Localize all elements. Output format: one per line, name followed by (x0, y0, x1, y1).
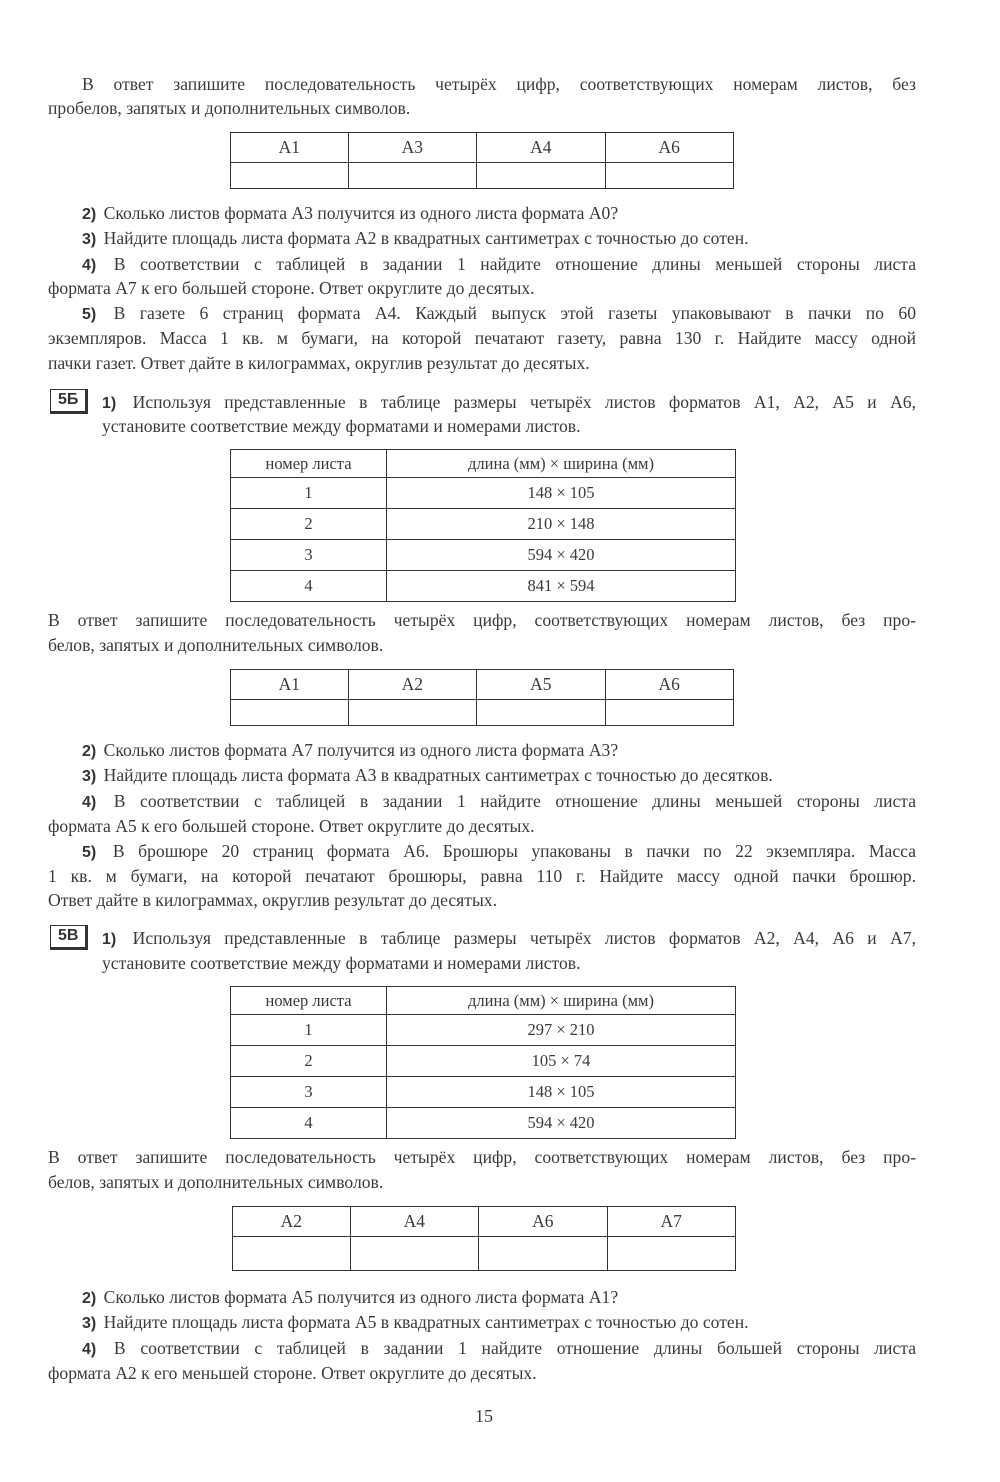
question-line-cont: пачки газет. Ответ дайте в килограммах, округлив результат до десятых. (48, 353, 590, 373)
question-text: Используя представленные в таблице размеры четырёх листов форматов А2, А4, А6 и А7, (132, 928, 916, 948)
question-number: 2) (82, 743, 97, 760)
size-table-5b (230, 449, 736, 602)
answer-cell[interactable] (348, 163, 476, 189)
size-cell: 2 (231, 509, 387, 540)
question-line (82, 840, 916, 864)
question-line-cont: формата А7 к его большей стороне. Ответ округлите до десятых. (48, 278, 535, 298)
question-number: 4) (82, 1341, 97, 1358)
question-number: 1) (102, 931, 117, 948)
size-cell: 4 (231, 1108, 387, 1139)
size-cell: 3 (231, 540, 387, 571)
size-cell: 594 × 420 (387, 1108, 736, 1139)
question-text: В газете 6 страниц формата А4. Каждый выпуск этой газеты упаковывают в пачки по 60 (113, 303, 916, 323)
question-line (82, 764, 773, 788)
answer-cell[interactable] (348, 700, 476, 726)
question-text: Сколько листов формата А7 получится из одного листа формата А3? (103, 740, 619, 760)
instruction-line: белов, запятых и дополнительных символов. (48, 1172, 384, 1192)
size-table-header: длина (мм) × ширина (мм) (387, 987, 736, 1015)
size-cell: 841 × 594 (387, 571, 736, 602)
question-line-cont: формата А2 к его меньшей стороне. Ответ округлите до десятых. (48, 1363, 537, 1383)
question-line (82, 302, 916, 326)
size-table-5v (230, 986, 736, 1139)
question-line-cont: 1 кв. м бумаги, на которой печатают брошюры, равна 110 г. Найдите массу одной пачки брошюр. (48, 866, 916, 886)
question-line (102, 927, 916, 951)
answer-table-5b (230, 669, 734, 726)
answer-header: А1 (231, 670, 349, 700)
answer-header: А1 (231, 133, 349, 163)
size-cell: 210 × 148 (387, 509, 736, 540)
question-number: 3) (82, 1315, 97, 1332)
question-line (82, 227, 749, 251)
answer-cell[interactable] (605, 700, 734, 726)
answer-cell[interactable] (231, 700, 349, 726)
question-text: Сколько листов формата А5 получится из одного листа формата А1? (103, 1287, 619, 1307)
instruction-line: В ответ запишите последовательность четырёх цифр, соответствующих номерам листов, без про- (48, 610, 916, 630)
answer-header: А3 (348, 133, 476, 163)
size-cell: 148 × 105 (387, 478, 736, 509)
question-text: В соответствии с таблицей в задании 1 найдите отношение длины меньшей стороны листа (113, 791, 916, 811)
question-text: Найдите площадь листа формата А3 в квадратных сантиметрах с точностью до десятков. (103, 765, 773, 785)
question-text: В соответствии с таблицей в задании 1 найдите отношение длины большей стороны листа (113, 1338, 916, 1358)
question-line-cont: экземпляров. Масса 1 кв. м бумаги, на которой печатают газету, равна 130 г. Найдите массу одной (48, 328, 916, 348)
question-text: В брошюре 20 страниц формата А6. Брошюры упакованы в пачки по 22 экземпляра. Масса (112, 841, 916, 861)
question-number: 1) (102, 395, 117, 412)
answer-cell[interactable] (479, 1237, 607, 1271)
size-cell: 1 (231, 478, 387, 509)
size-cell: 297 × 210 (387, 1015, 736, 1046)
question-text: Найдите площадь листа формата А2 в квадратных сантиметрах с точностью до сотен. (103, 228, 749, 248)
question-line-cont: установите соответствие между форматами и номерами листов. (102, 416, 581, 436)
question-line (82, 1311, 749, 1335)
size-cell: 3 (231, 1077, 387, 1108)
size-table-header: номер листа (231, 987, 387, 1015)
answer-header: А2 (233, 1207, 351, 1237)
page-number: 15 (475, 1406, 493, 1426)
question-number: 2) (82, 206, 97, 223)
size-cell: 148 × 105 (387, 1077, 736, 1108)
question-line (82, 790, 916, 814)
answer-header: А4 (477, 133, 605, 163)
question-line-cont: формата А5 к его большей стороне. Ответ округлите до десятых. (48, 816, 535, 836)
question-number: 4) (82, 257, 97, 274)
question-line-cont: установите соответствие между форматами и номерами листов. (102, 953, 581, 973)
question-text: Найдите площадь листа формата А5 в квадратных сантиметрах с точностью до сотен. (103, 1312, 749, 1332)
intro-line-2: пробелов, запятых и дополнительных символов. (48, 98, 411, 118)
answer-cell[interactable] (607, 1237, 736, 1271)
answer-cell[interactable] (605, 163, 734, 189)
answer-header: А4 (350, 1207, 478, 1237)
instruction-line: белов, запятых и дополнительных символов. (48, 635, 384, 655)
answer-cell[interactable] (233, 1237, 351, 1271)
question-text: Используя представленные в таблице размеры четырёх листов форматов А1, А2, А5 и А6, (132, 392, 916, 412)
task-badge-5v: 5В (50, 925, 88, 950)
answer-header: А6 (605, 133, 734, 163)
question-line (82, 1337, 916, 1361)
intro-line-1: В ответ запишите последовательность четырёх цифр, соответствующих номерам листов, без (82, 74, 916, 94)
answer-header: А2 (348, 670, 476, 700)
size-cell: 105 × 74 (387, 1046, 736, 1077)
question-number: 3) (82, 768, 97, 785)
question-line (82, 1286, 618, 1310)
size-cell: 594 × 420 (387, 540, 736, 571)
answer-table-top (230, 132, 734, 189)
answer-cell[interactable] (350, 1237, 478, 1271)
question-line-cont: Ответ дайте в килограммах, округлив результат до десятых. (48, 890, 497, 910)
question-number: 5) (82, 306, 97, 323)
answer-header: А7 (607, 1207, 736, 1237)
answer-header: А6 (479, 1207, 607, 1237)
size-table-header: длина (мм) × ширина (мм) (387, 450, 736, 478)
size-table-header: номер листа (231, 450, 387, 478)
question-number: 5) (82, 844, 97, 861)
question-line (102, 391, 916, 415)
answer-cell[interactable] (477, 700, 605, 726)
size-cell: 4 (231, 571, 387, 602)
size-cell: 2 (231, 1046, 387, 1077)
question-line (82, 739, 618, 763)
question-line (82, 253, 916, 277)
question-number: 2) (82, 1290, 97, 1307)
task-badge-5b: 5Б (50, 389, 88, 414)
answer-cell[interactable] (477, 163, 605, 189)
size-cell: 1 (231, 1015, 387, 1046)
question-number: 3) (82, 231, 97, 248)
question-text: В соответствии с таблицей в задании 1 найдите отношение длины меньшей стороны листа (113, 254, 916, 274)
question-text: Сколько листов формата А3 получится из одного листа формата А0? (103, 203, 619, 223)
instruction-line: В ответ запишите последовательность четырёх цифр, соответствующих номерам листов, без про- (48, 1147, 916, 1167)
answer-table-5v (232, 1206, 736, 1271)
answer-header: А5 (477, 670, 605, 700)
question-number: 4) (82, 794, 97, 811)
answer-cell[interactable] (231, 163, 349, 189)
answer-header: А6 (605, 670, 734, 700)
question-line (82, 202, 618, 226)
